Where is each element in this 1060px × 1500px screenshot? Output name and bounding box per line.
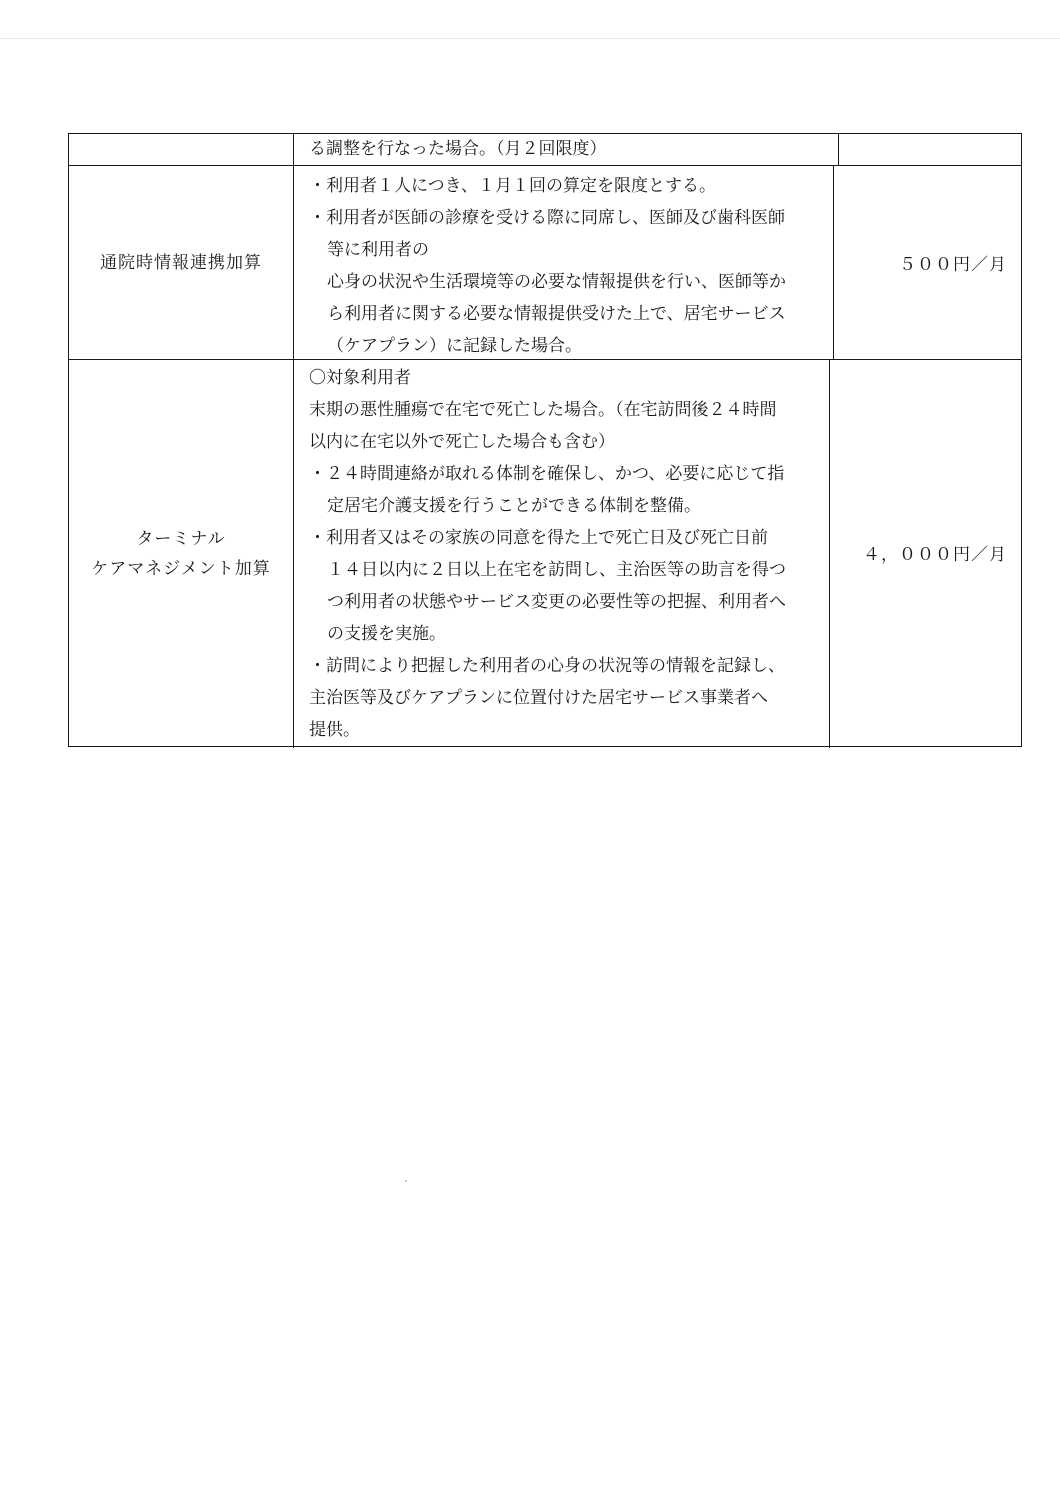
description-line: 心身の状況や生活環境等の必要な情報提供を行い、医師等か xyxy=(327,272,786,292)
row-price xyxy=(831,360,1021,748)
column-divider xyxy=(293,134,294,748)
description-line: 等に利用者の xyxy=(327,240,429,260)
row-continuation-description xyxy=(295,134,835,165)
description-line: ・訪問により把握した利用者の心身の状況等の情報を記録し、 xyxy=(309,656,785,676)
page-top-edge xyxy=(0,38,1060,39)
description-line: ・利用者が医師の診療を受ける際に同席し、医師及び歯科医師 xyxy=(309,208,785,228)
description-line: 末期の悪性腫瘍で在宅で死亡した場合。（在宅訪問後２４時間 xyxy=(309,400,777,420)
description-line: 〇対象利用者 xyxy=(309,368,411,388)
column-divider xyxy=(838,134,839,165)
description-line: 主治医等及びケアプランに位置付けた居宅サービス事業者へ xyxy=(309,688,768,708)
price-value: ４，０００円／月 xyxy=(863,545,1007,565)
description-line: の支援を実施。 xyxy=(327,624,446,644)
description-line: る調整を行なった場合。（月２回限度） xyxy=(309,139,607,159)
description-line: 定居宅介護支援を行うことができる体制を整備。 xyxy=(327,496,701,516)
row-name-cell xyxy=(69,166,293,359)
description-line: つ利用者の状態やサービス変更の必要性等の把握、利用者へ xyxy=(327,592,786,612)
description-line: 以内に在宅以外で死亡した場合も含む） xyxy=(309,432,615,452)
row-name: 通院時情報連携加算 xyxy=(100,252,262,273)
column-divider xyxy=(829,359,830,748)
description-line: ・２４時間連絡が取れる体制を確保し、かつ、必要に応じて指 xyxy=(309,464,785,484)
row-description-cell xyxy=(295,170,833,359)
description-line: ・利用者１人につき、１月１回の算定を限度とする。 xyxy=(309,176,716,196)
row-description-cell xyxy=(295,362,829,748)
fee-table xyxy=(68,133,1022,747)
description-line: １４日以内に２日以上在宅を訪問し、主治医等の助言を得つ xyxy=(327,560,786,580)
column-divider xyxy=(833,165,834,359)
description-line: （ケアプラン）に記録した場合。 xyxy=(327,336,582,356)
row-name-line: ケアマネジメント加算 xyxy=(91,559,271,579)
description-line: ら利用者に関する必要な情報提供受けた上で、居宅サービス xyxy=(327,304,786,324)
price-value: ５００円／月 xyxy=(899,255,1007,275)
row-price xyxy=(835,166,1021,359)
row-name-cell xyxy=(69,360,293,748)
row-name-line: ターミナル xyxy=(136,529,226,549)
description-line: 提供。 xyxy=(309,720,360,740)
scan-speck xyxy=(405,1180,407,1182)
description-line: ・利用者又はその家族の同意を得た上で死亡日及び死亡日前 xyxy=(309,528,768,548)
